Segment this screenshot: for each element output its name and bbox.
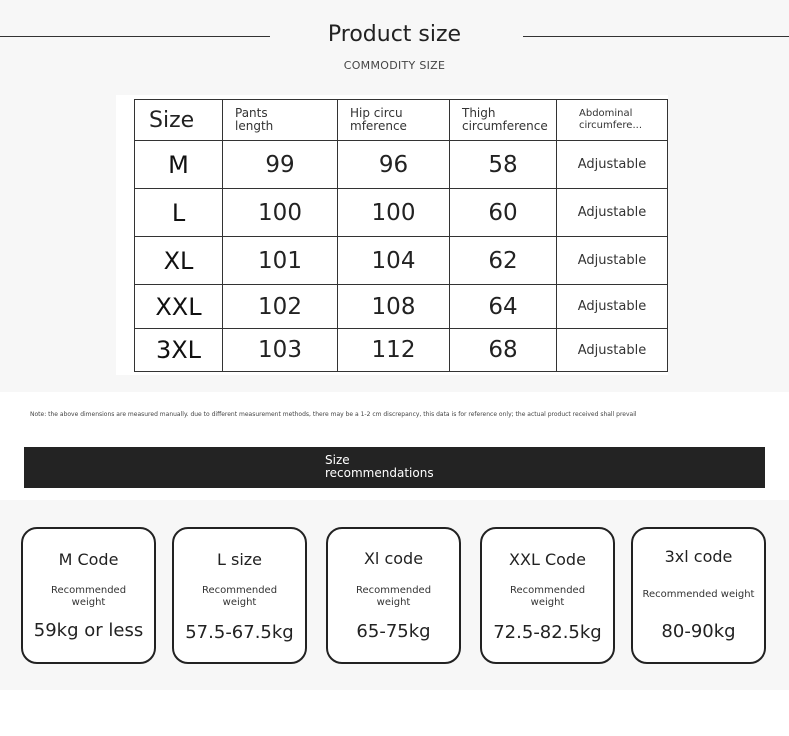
recommendation-card-3xl xyxy=(631,527,766,664)
cell-pants-length: 99 xyxy=(223,141,338,189)
card-value: 80-90kg xyxy=(661,621,736,642)
card-label: Recommended weight xyxy=(50,585,127,608)
cell-abdominal: Adjustable xyxy=(557,237,668,285)
card-title: M Code xyxy=(58,550,119,569)
cell-abdominal: Adjustable xyxy=(557,141,668,189)
card-label: Recommended weight xyxy=(355,585,432,608)
table-header-row xyxy=(135,100,668,141)
recommendation-card-xxl xyxy=(480,527,615,664)
cell-size: L xyxy=(135,189,223,237)
card-title: Xl code xyxy=(363,549,424,568)
cell-pants-length: 102 xyxy=(223,285,338,329)
cell-pants-length: 100 xyxy=(223,189,338,237)
cell-abdominal: Adjustable xyxy=(557,189,668,237)
header-size: Size xyxy=(135,100,223,141)
cell-size: 3XL xyxy=(135,329,223,372)
cell-hip: 108 xyxy=(338,285,450,329)
cell-size: XL xyxy=(135,237,223,285)
recommendation-card-m xyxy=(21,527,156,664)
cell-thigh: 68 xyxy=(450,329,557,372)
card-label: Recommended weight xyxy=(642,589,755,600)
card-title: L size xyxy=(216,550,263,569)
card-title: XXL Code xyxy=(509,550,586,569)
cell-abdominal: Adjustable xyxy=(557,329,668,372)
size-table xyxy=(134,99,668,372)
cell-hip: 96 xyxy=(338,141,450,189)
cell-abdominal: Adjustable xyxy=(557,285,668,329)
footer-panel xyxy=(0,690,789,736)
cell-size: XXL xyxy=(135,285,223,329)
table-row xyxy=(135,141,668,189)
recommendations-bar-title: Size recommendations xyxy=(325,453,434,480)
cell-pants-length: 101 xyxy=(223,237,338,285)
page-title: Product size xyxy=(327,22,462,47)
recommendation-card-xl xyxy=(326,527,461,664)
card-value: 65-75kg xyxy=(356,621,431,642)
header-abdominal: Abdominal circumfere... xyxy=(557,100,668,141)
card-value: 59kg or less xyxy=(33,620,144,641)
header-hip: Hip circu mference xyxy=(338,100,450,141)
card-title: 3xl code xyxy=(664,547,733,566)
recommendations-bar xyxy=(24,447,765,488)
cell-size: M xyxy=(135,141,223,189)
cell-thigh: 64 xyxy=(450,285,557,329)
cell-hip: 112 xyxy=(338,329,450,372)
recommendation-card-l xyxy=(172,527,307,664)
table-row xyxy=(135,237,668,285)
measurement-note: Note: the above dimensions are measured manually. due to different measurement methods, there may be a 1-2 cm discrepancy, this data is for reference only; the actual product received shall prevail xyxy=(30,411,637,418)
cell-hip: 100 xyxy=(338,189,450,237)
cell-thigh: 58 xyxy=(450,141,557,189)
table-row xyxy=(135,329,668,372)
cell-thigh: 60 xyxy=(450,189,557,237)
card-label: Recommended weight xyxy=(509,585,586,608)
cell-thigh: 62 xyxy=(450,237,557,285)
header-pants-length: Pants length xyxy=(223,100,338,141)
cell-hip: 104 xyxy=(338,237,450,285)
table-row xyxy=(135,189,668,237)
card-value: 57.5-67.5kg xyxy=(185,622,294,643)
table-row xyxy=(135,285,668,329)
header-thigh: Thigh circumference xyxy=(450,100,557,141)
cell-pants-length: 103 xyxy=(223,329,338,372)
page-subtitle: COMMODITY SIZE xyxy=(343,59,446,72)
card-label: Recommended weight xyxy=(201,585,278,608)
card-value: 72.5-82.5kg xyxy=(493,622,602,643)
